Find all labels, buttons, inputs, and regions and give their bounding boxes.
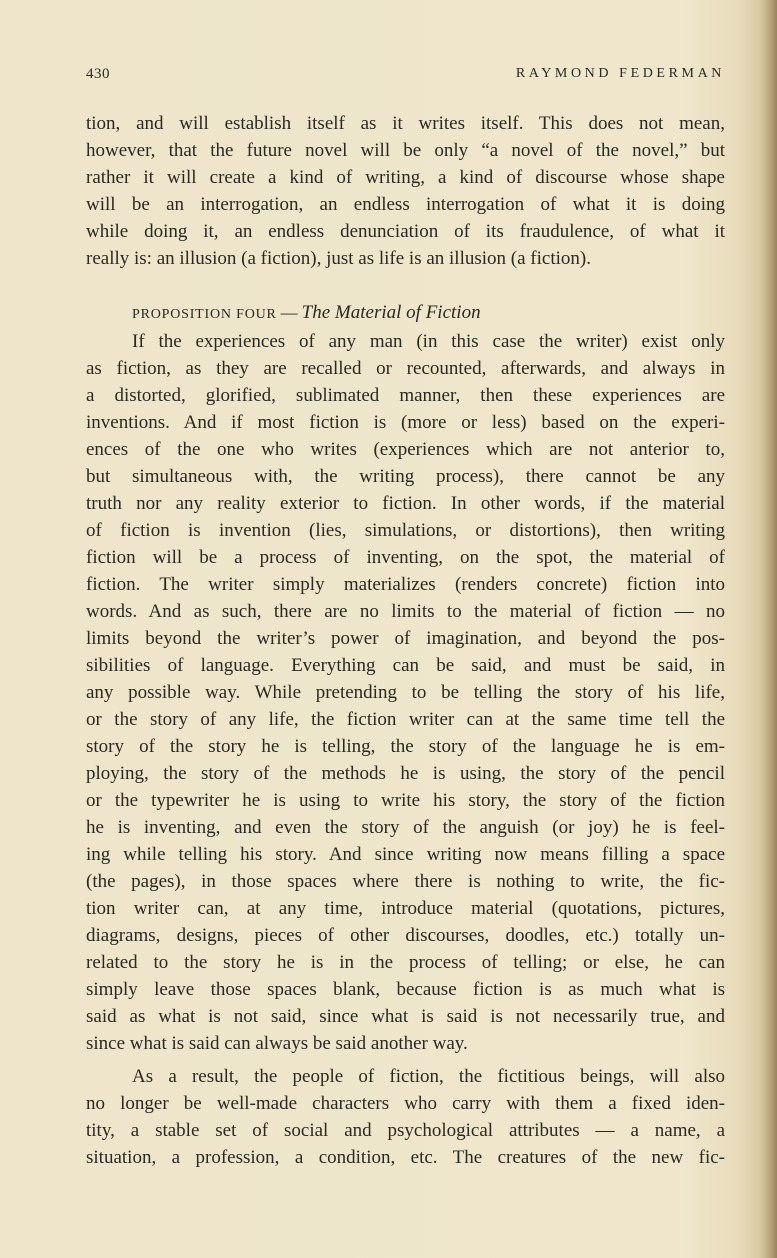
text-line: simply leave those spaces blank, because fiction is as much what is [86, 979, 725, 1000]
text-line: since what is said can always be said another way. [86, 1033, 468, 1054]
text-line: If the experiences of any man (in this case the writer) exist only [132, 331, 725, 352]
text-line: fiction. The writer simply materializes (renders concrete) fiction into [86, 574, 725, 595]
text-line: situation, a profession, a condition, etc. The creatures of the new fic- [86, 1147, 725, 1168]
text-line: or the story of any life, the fiction writer can at the same time tell the [86, 709, 725, 730]
section-heading-title: The Material of Fiction [301, 302, 481, 323]
text-line: said as what is not said, since what is said is not necessarily true, and [86, 1006, 725, 1027]
page-number: 430 [86, 66, 110, 82]
text-line: tity, a stable set of social and psychological attributes — a name, a [86, 1120, 725, 1141]
text-line: rather it will create a kind of writing, a kind of discourse whose shape [86, 167, 725, 188]
paragraph-2 [86, 328, 725, 1057]
text-line: while doing it, an endless denunciation of its fraudulence, of what it [86, 221, 725, 242]
text-line: really is: an illusion (a fiction), just as life is an illusion (a fiction). [86, 248, 591, 269]
paragraph-3 [86, 1063, 725, 1171]
text-line: however, that the future novel will be only “a novel of the novel,” but [86, 140, 725, 161]
body-text [86, 110, 725, 1171]
text-line: truth nor any reality exterior to fiction. In other words, if the material [86, 493, 725, 514]
page-header [86, 66, 725, 88]
text-line: or the typewriter he is using to write his story, the story of the fiction [86, 790, 725, 811]
text-line: ing while telling his story. And since writing now means filling a space [86, 844, 725, 865]
text-line: as fiction, as they are recalled or recounted, afterwards, and always in [86, 358, 725, 379]
text-line: limits beyond the writer’s power of imagination, and beyond the pos- [86, 628, 725, 649]
section-heading-dash: — [280, 303, 298, 322]
text-line: inventions. And if most fiction is (more or less) based on the experi- [86, 412, 725, 433]
text-line: of fiction is invention (lies, simulations, or distortions), then writing [86, 520, 725, 541]
text-line: story of the story he is telling, the story of the language he is em- [86, 736, 725, 757]
text-line: no longer be well-made characters who carry with them a fixed iden- [86, 1093, 725, 1114]
text-line: related to the story he is in the process of telling; or else, he can [86, 952, 725, 973]
text-line: diagrams, designs, pieces of other discourses, doodles, etc.) totally un- [86, 925, 725, 946]
text-line: tion, and will establish itself as it writes itself. This does not mean, [86, 113, 725, 134]
text-line: any possible way. While pretending to be telling the story of his life, [86, 682, 725, 703]
text-line: (the pages), in those spaces where there is nothing to write, the fic- [86, 871, 725, 892]
text-line: he is inventing, and even the story of the anguish (or joy) he is feel- [86, 817, 725, 838]
page-gutter-shadow [759, 0, 777, 1258]
text-line: but simultaneous with, the writing process), there cannot be any [86, 466, 725, 487]
section-heading [86, 298, 725, 328]
running-head-author: RAYMOND FEDERMAN [515, 66, 725, 81]
section-break [86, 272, 725, 298]
text-line: sibilities of language. Everything can be said, and must be said, in [86, 655, 725, 676]
text-line: ploying, the story of the methods he is using, the story of the pencil [86, 763, 725, 784]
paragraph-1 [86, 110, 725, 272]
text-line: fiction will be a process of inventing, on the spot, the material of [86, 547, 725, 568]
text-line: will be an interrogation, an endless interrogation of what it is doing [86, 194, 725, 215]
section-heading-label: PROPOSITION FOUR [132, 307, 277, 322]
text-line: As a result, the people of fiction, the fictitious beings, will also [132, 1066, 725, 1087]
text-line: tion writer can, at any time, introduce material (quotations, pictures, [86, 898, 725, 919]
text-line: words. And as such, there are no limits to the material of fiction — no [86, 601, 725, 622]
text-line: a distorted, glorified, sublimated manner, then these experiences are [86, 385, 725, 406]
text-line: ences of the one who writes (experiences which are not anterior to, [86, 439, 725, 460]
